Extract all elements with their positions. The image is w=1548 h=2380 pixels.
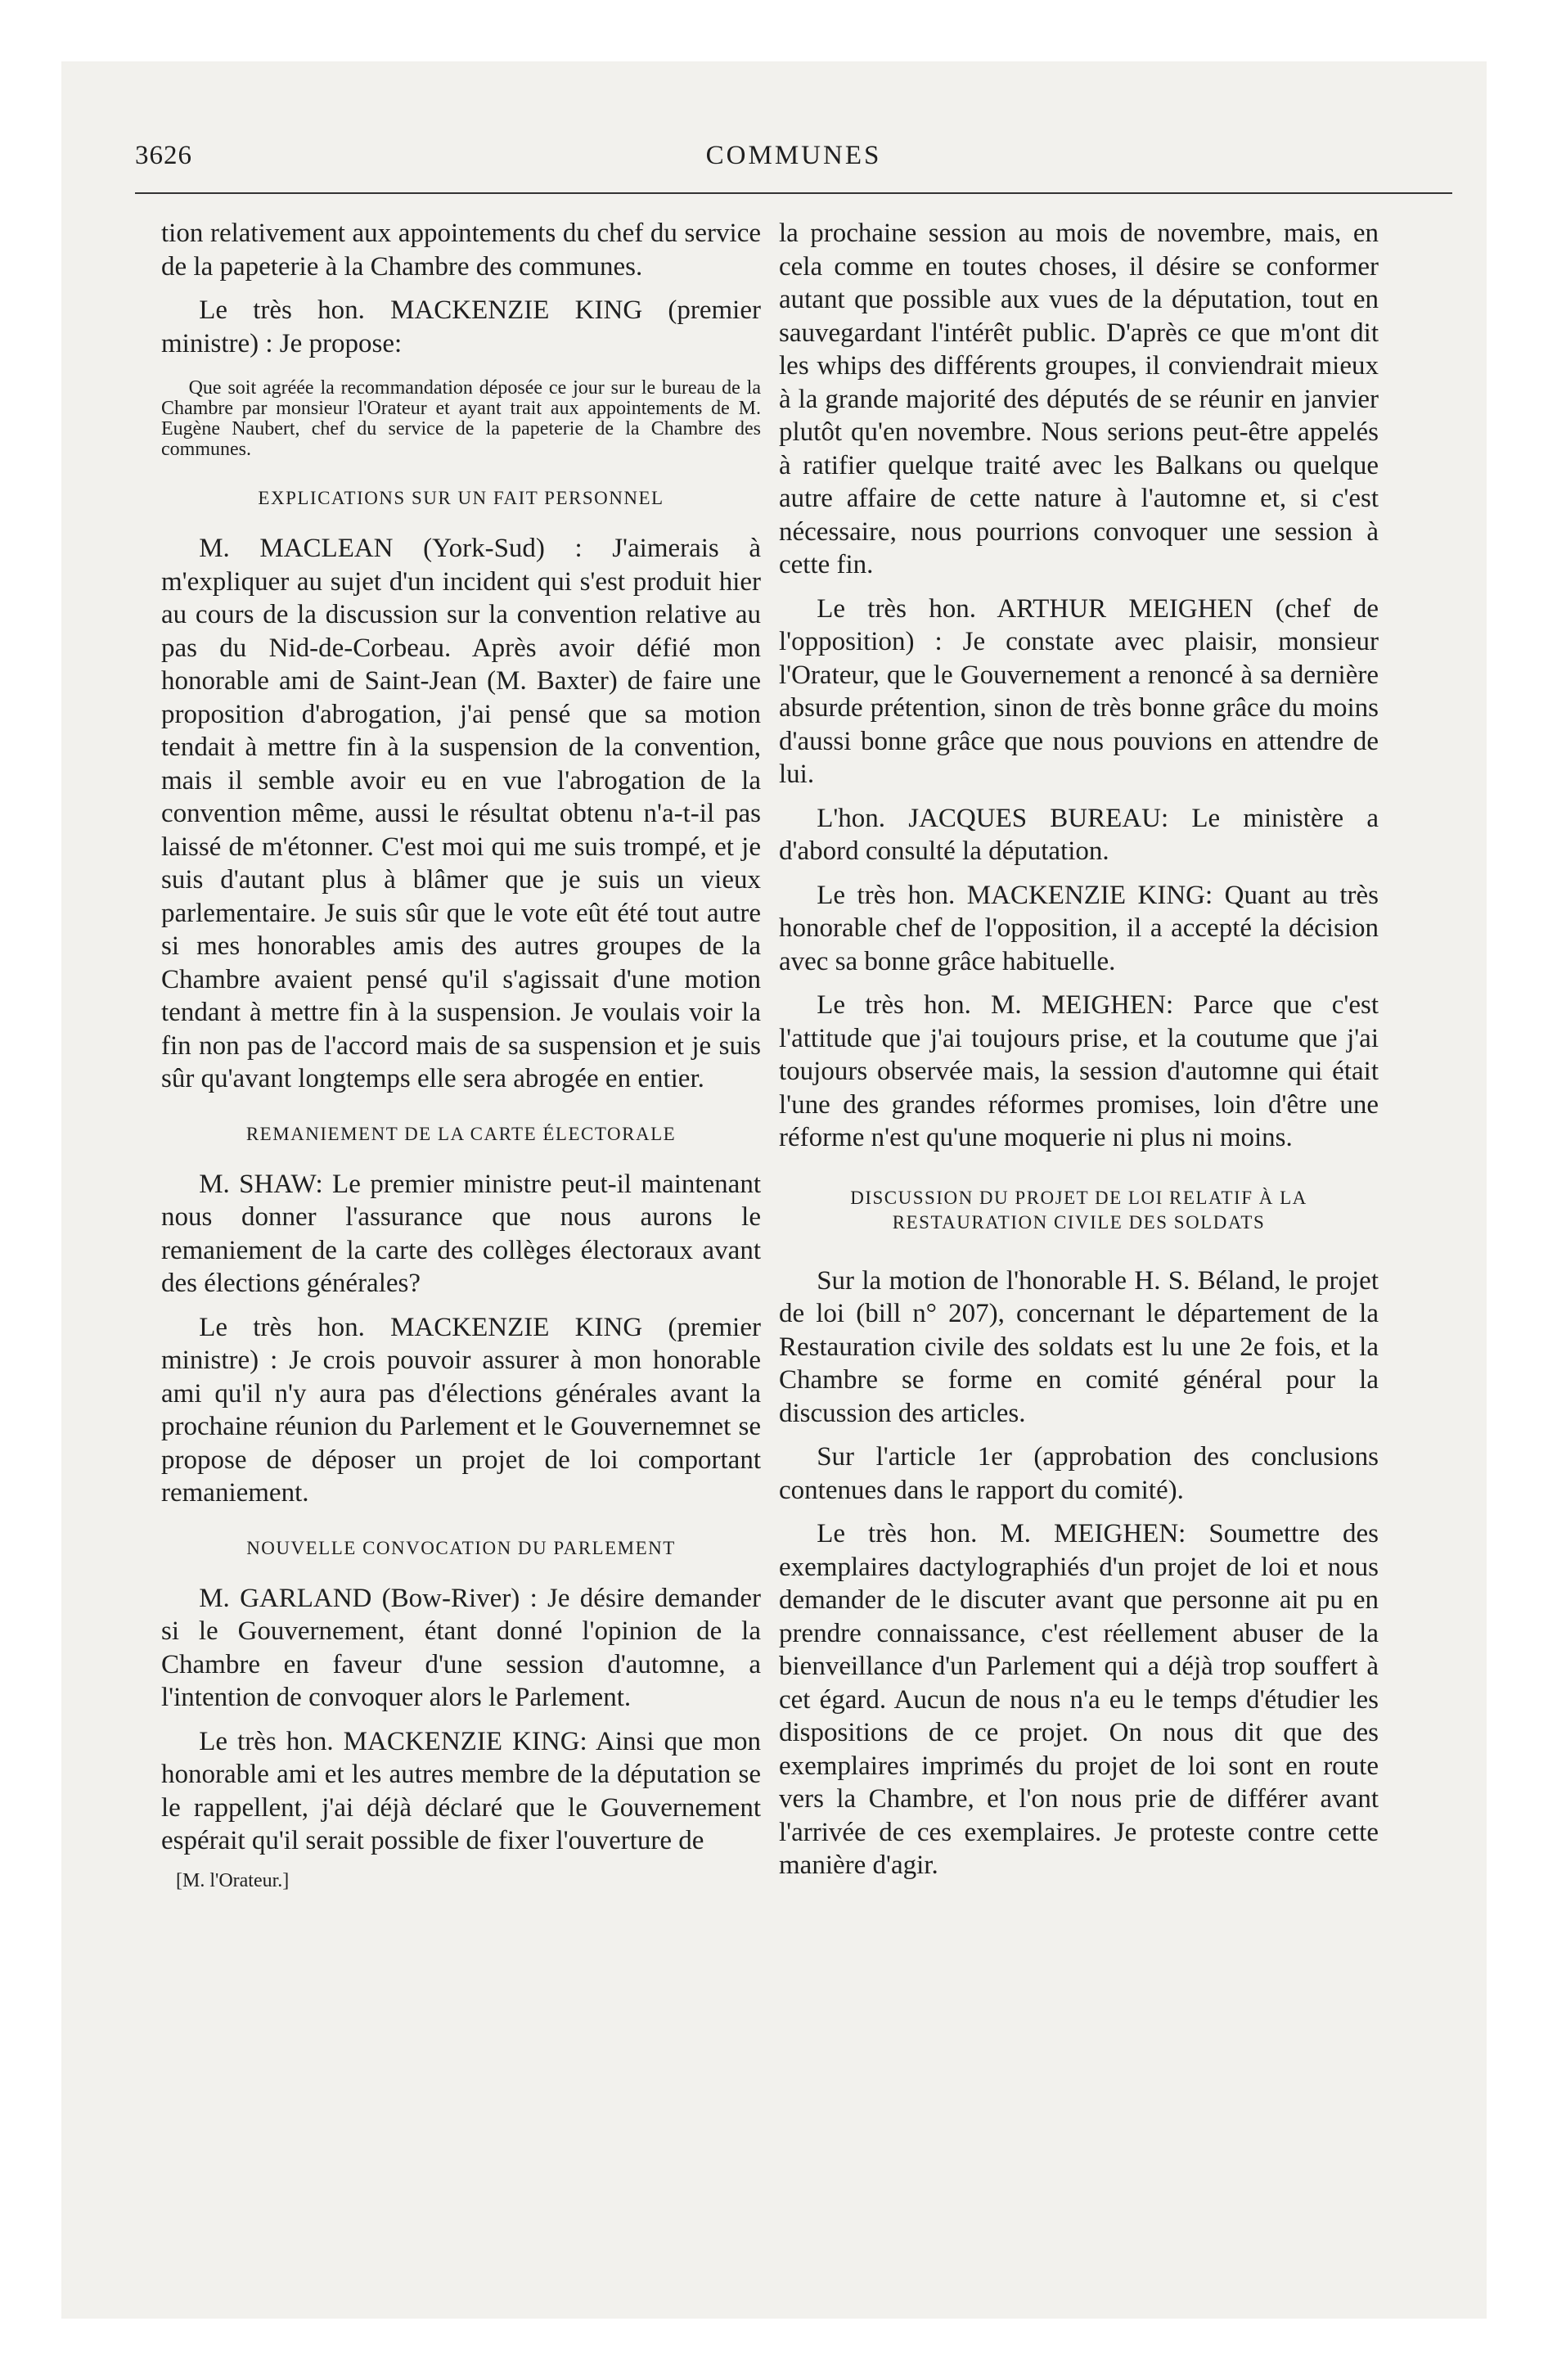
running-head: COMMUNES	[705, 141, 882, 170]
page-number: 3626	[135, 141, 192, 170]
paragraph: L'hon. JACQUES BUREAU: Le ministère a d'abord consulté la députation.	[779, 803, 1379, 866]
paragraph: Le très hon. ARTHUR MEIGHEN (chef de l'opposition) : Je constate avec plaisir, monsieur l'Orateur, que le Gouvernement a renoncé à sa dernière absurde prétention, sinon de très bonne grâce du moins d'aussi bonne grâce que nous pouvions en attendre de lui.	[779, 593, 1379, 789]
paragraph: tion relativement aux appointements du chef du service de la papeterie à la Chambre des communes.	[161, 219, 761, 282]
paragraph: Le très hon. MACKENZIE KING (premier ministre) : Je propose:	[161, 295, 761, 358]
paragraph: Le très hon. MACKENZIE KING (premier ministre) : Je crois pouvoir assurer à mon honorable ami qu'il n'y aura pas d'élections générales avant la prochaine réunion du Parlement et le Gouvernemnet se propose de déposer un projet de loi comportant remaniement.	[161, 1312, 761, 1508]
section-heading: REMANIEMENT DE LA CARTE ÉLECTORALE	[245, 1123, 677, 1144]
paragraph: Sur l'article 1er (approbation des conclusions contenues dans le rapport du comité).	[779, 1442, 1379, 1505]
scanned-page	[61, 61, 1487, 2319]
paragraph: M. MACLEAN (York-Sud) : J'aimerais à m'expliquer au sujet d'un incident qui s'est produit hier au cours de la discussion sur la convention relative au pas du Nid-de-Corbeau. Après avoir défié mon honorable ami de Saint-Jean (M. Baxter) de faire une proposition d'abrogation, j'ai pensé que sa motion tendait à mettre fin à la suspension de la convention, mais il semble avoir eu en vue l'abrogation de la convention même, aussi le résultat obtenu n'a-t-il pas laissé de m'étonner. C'est moi qui me suis trompé, et je suis d'autant plus à blâmer que je suis un vieux parlementaire. Je suis sûr que le vote eût été tout autre si mes honorables amis des autres groupes de la Chambre avaient pensé qu'il s'agissait d'une motion tendant à mettre fin à la suspension. Je voulais voir la fin non pas de l'accord mais de sa suspension et je suis sûr qu'avant longtemps elle sera abrogée en entier.	[161, 534, 761, 1093]
paragraph: Le très hon. M. MEIGHEN: Soumettre des exemplaires dactylographiés d'un projet de loi et nous demander de le discuter avant que personne ait pu en prendre connaissance, c'est réellement abuser de la bienveillance d'un Parlement qui a déjà trop souffert à cet égard. Aucun de nous n'a eu le temps d'étudier les dispositions de ce projet. On nous dit que des exemplaires imprimés du projet de loi sont en route vers la Chambre, et l'on nous prie de différer avant l'arrivée de ces exemplaires. Je proteste contre cette manière d'agir.	[779, 1519, 1379, 1880]
left-column	[161, 217, 761, 1893]
quoted-motion: Que soit agréée la recommandation déposée ce jour sur le bureau de la Chambre par monsieur l'Orateur et ayant trait aux appointements de M. Eugène Naubert, chef du service de la papeterie de la Chambre des communes.	[161, 377, 761, 460]
paragraph: Sur la motion de l'honorable H. S. Béland, le projet de loi (bill n° 207), concernant le département de la Restauration civile des soldats est lu une 2e fois, et la Chambre se forme en comité général pour la discussion des articles.	[779, 1265, 1379, 1428]
right-column	[779, 217, 1379, 1893]
paragraph: M. GARLAND (Bow-River) : Je désire demander si le Gouvernement, étant donné l'opinion de la Chambre en faveur d'une session d'automne, a l'intention de convoquer alors le Parlement.	[161, 1583, 761, 1712]
paragraph: la prochaine session au mois de novembre, mais, en cela comme en toutes choses, il désire se conformer autant que possible aux vues de la députation, tout en sauvegardant l'intérêt public. D'après ce que m'ont dit les whips des différents groupes, il conviendrait mieux à la grande majorité des députés de se réunir en janvier plutôt qu'en novembre. Nous serions peut-être appelés à ratifier quelque traité avec les Balkans ou quelque autre affaire de cette nature à l'automne et, si c'est nécessaire, nous pourrions convoquer une session à cette fin.	[779, 219, 1379, 579]
paragraph: Le très hon. MACKENZIE KING: Ainsi que mon honorable ami et les autres membre de la députation se le rappellent, j'ai déjà déclaré que le Gouvernement espérait qu'il serait possible de fixer l'ouverture de	[161, 1726, 761, 1855]
section-heading: NOUVELLE CONVOCATION DU PARLEMENT	[246, 1537, 676, 1558]
paragraph: Le très hon. M. MEIGHEN: Parce que c'est l'attitude que j'ai toujours prise, et la coutume que j'ai toujours observée mais, la session d'automne qui était l'une des grandes réformes promises, loin d'être une réforme n'est qu'une moquerie ni plus ni moins.	[779, 990, 1379, 1152]
paragraph: Le très hon. MACKENZIE KING: Quant au très honorable chef de l'opposition, il a accepté la décision avec sa bonne grâce habituelle.	[779, 880, 1379, 976]
paragraph: M. SHAW: Le premier ministre peut-il maintenant nous donner l'assurance que nous aurons le remaniement de la carte des collèges électoraux avant des élections générales?	[161, 1169, 761, 1298]
header-rule	[135, 192, 1452, 194]
section-heading: DISCUSSION DU PROJET DE LOI RELATIF À LA RESTAURATION CIVILE DES SOLDATS	[850, 1187, 1307, 1233]
page-header	[135, 141, 1452, 182]
section-heading: EXPLICATIONS SUR UN FAIT PERSONNEL	[258, 488, 664, 508]
speaker-footnote: [M. l'Orateur.]	[176, 1869, 290, 1891]
